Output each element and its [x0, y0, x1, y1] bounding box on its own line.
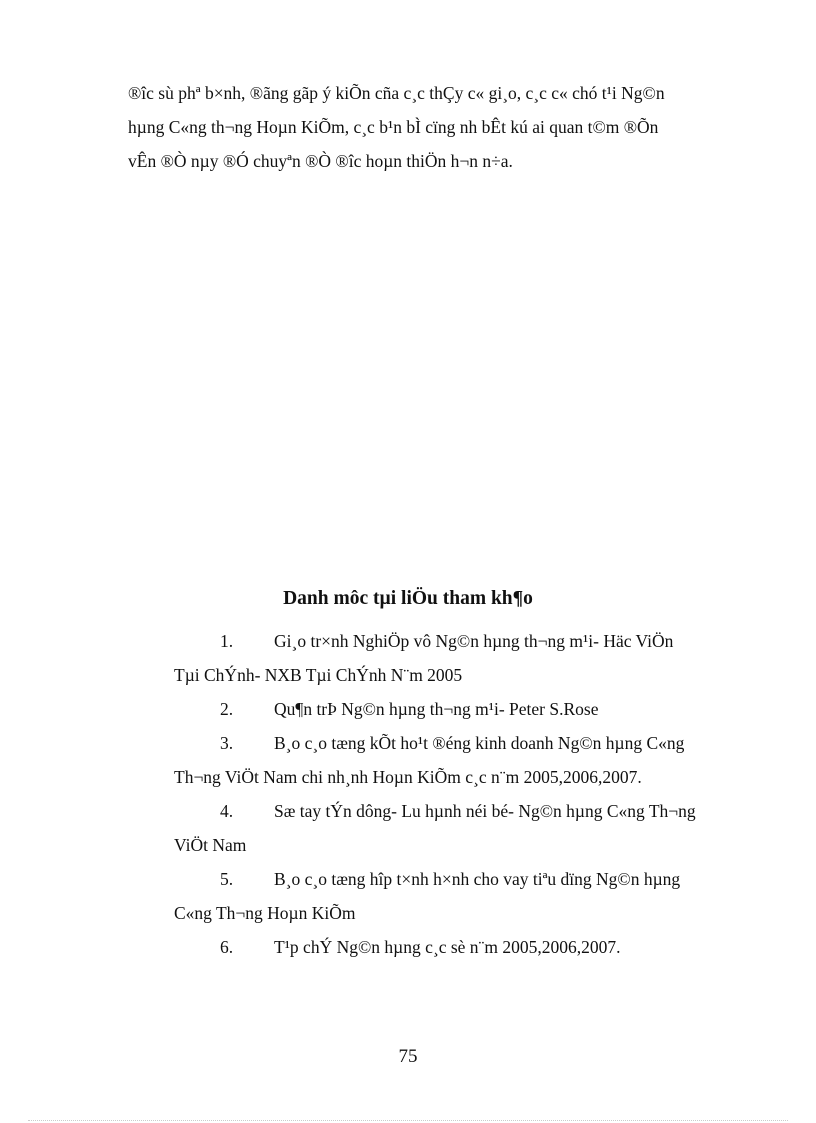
reference-number: 4.: [220, 801, 234, 821]
page-number: 75: [398, 1046, 418, 1067]
reference-item: [174, 624, 740, 692]
reference-text: B¸o c¸o tæng hîp t×nh h×nh cho vay tiªu dïng Ng©n hµng: [274, 869, 681, 889]
reference-item: [174, 692, 740, 726]
reference-text-cont: Th¬ng ViÖt Nam chi nh¸nh Hoµn KiÕm c¸c n¨m 2005,2006,2007.: [174, 767, 642, 787]
reference-number: 1.: [220, 631, 234, 651]
paragraph-line: ®îc sù phª b×nh, ®ãng gãp ý kiÕn cña c¸c thÇy c« gi¸o, c¸c c« chó t¹i Ng©n: [128, 83, 665, 103]
reference-item: [174, 794, 740, 862]
reference-text: Gi¸o tr×nh NghiÖp vô Ng©n hµng th¬ng m¹i- Häc ViÖn: [274, 631, 674, 651]
reference-number: 6.: [220, 937, 234, 957]
reference-number: 2.: [220, 699, 234, 719]
body-paragraph: [128, 76, 740, 178]
paragraph-line: vÊn ®Ò nµy ®Ó chuyªn ®Ò ®îc hoµn thiÖn h¬n n÷a.: [128, 151, 513, 171]
reference-number: 5.: [220, 869, 234, 889]
reference-text-cont: ViÖt Nam: [174, 835, 247, 855]
reference-text-cont: C«ng Th¬ng Hoµn KiÕm: [174, 903, 356, 923]
reference-text: Sæ tay tÝn dông- Lu hµnh néi bé- Ng©n hµng C«ng Th¬ng: [274, 801, 696, 821]
references-list: [174, 624, 740, 964]
reference-item: [174, 862, 740, 930]
reference-number: 3.: [220, 733, 234, 753]
reference-text: T¹p chÝ Ng©n hµng c¸c sè n¨m 2005,2006,2007.: [274, 937, 621, 957]
footer-divider: [28, 1120, 788, 1121]
reference-item: [174, 726, 740, 794]
reference-text-cont: Tµi ChÝnh- NXB Tµi ChÝnh N¨m 2005: [174, 665, 463, 685]
paragraph-line: hµng C«ng th¬ng Hoµn KiÕm, c¸c b¹n bÌ cïng nh bÊt kú ai quan t©m ®Õn: [128, 117, 659, 137]
reference-text: B¸o c¸o tæng kÕt ho¹t ®éng kinh doanh Ng©n hµng C«ng: [274, 733, 685, 753]
reference-text: Qu¶n trÞ Ng©n hµng th¬ng m¹i- Peter S.Rose: [274, 699, 599, 719]
references-title: Danh môc tµi liÖu tham kh¶o: [283, 588, 533, 609]
reference-item: [174, 930, 740, 964]
